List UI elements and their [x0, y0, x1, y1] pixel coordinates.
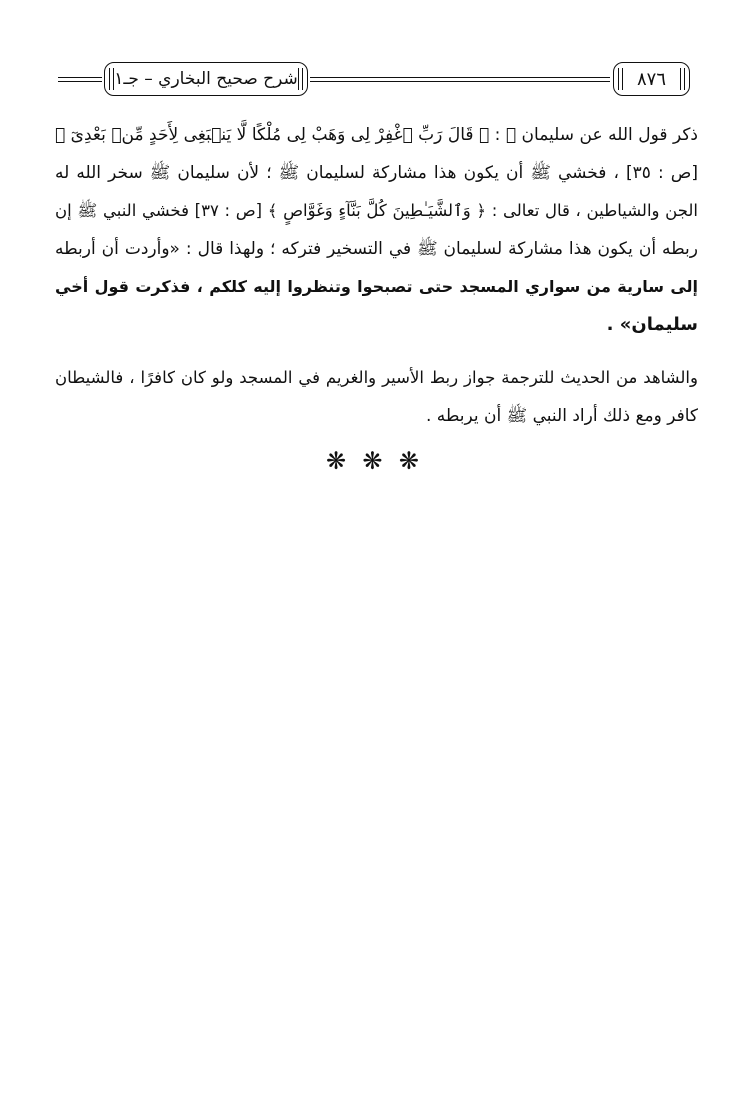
paragraph-1 [55, 116, 698, 344]
paragraph-1-line: سليمان» . [606, 314, 698, 335]
header-rule-middle [310, 77, 610, 82]
paragraph-1-line: إلى سارية من سواري المسجد حتى تصبحوا وتنظروا إليه كلكم ، فذكرت قول أخي [55, 277, 698, 296]
paragraph-2-line: كافر ومع ذلك أراد النبي ﷺ أن يربطه . [425, 406, 698, 426]
section-separator: ❋ ❋ ❋ [325, 447, 424, 475]
paragraph-2-line: والشاهد من الحديث للترجمة جواز ربط الأسير والغريم في المسجد ولو كان كافرًا ، فالشيطان [55, 368, 698, 387]
book-title: شرح صحيح البخاري – جـ١ [104, 62, 308, 96]
page-header [58, 60, 690, 106]
paragraph-1-line: ذكر قول الله عن سليمان ﷺ : ﴿ قَالَ رَبِّ ٱغْفِرْ لِى وَهَبْ لِى مُلْكًا لَّا يَنۢبَغِى لِأَحَدٍ مِّنۢ بَعْدِىٓ ﴾ [55, 125, 698, 145]
paragraph-2 [55, 358, 698, 436]
paragraph-1-line: الجن والشياطين ، قال تعالى : ﴿ وَٱلشَّيَـٰطِينَ كُلَّ بَنَّآءٍ وَغَوَّاصٍ ﴾ [ص : ٣٧] فخشي النبي ﷺ إن [55, 201, 698, 220]
paragraph-1-line: [ص : ٣٥] ، فخشي ﷺ أن يكون هذا مشاركة لسليمان ﷺ ؛ لأن سليمان ﷺ سخر الله له [55, 163, 698, 183]
page-number: ٨٧٦ [613, 62, 690, 96]
paragraph-1-line: ربطه أن يكون هذا مشاركة لسليمان ﷺ في التسخير فتركه ؛ ولهذا قال : «وأردت أن أربطه [55, 239, 698, 259]
header-rule-left [58, 77, 102, 82]
